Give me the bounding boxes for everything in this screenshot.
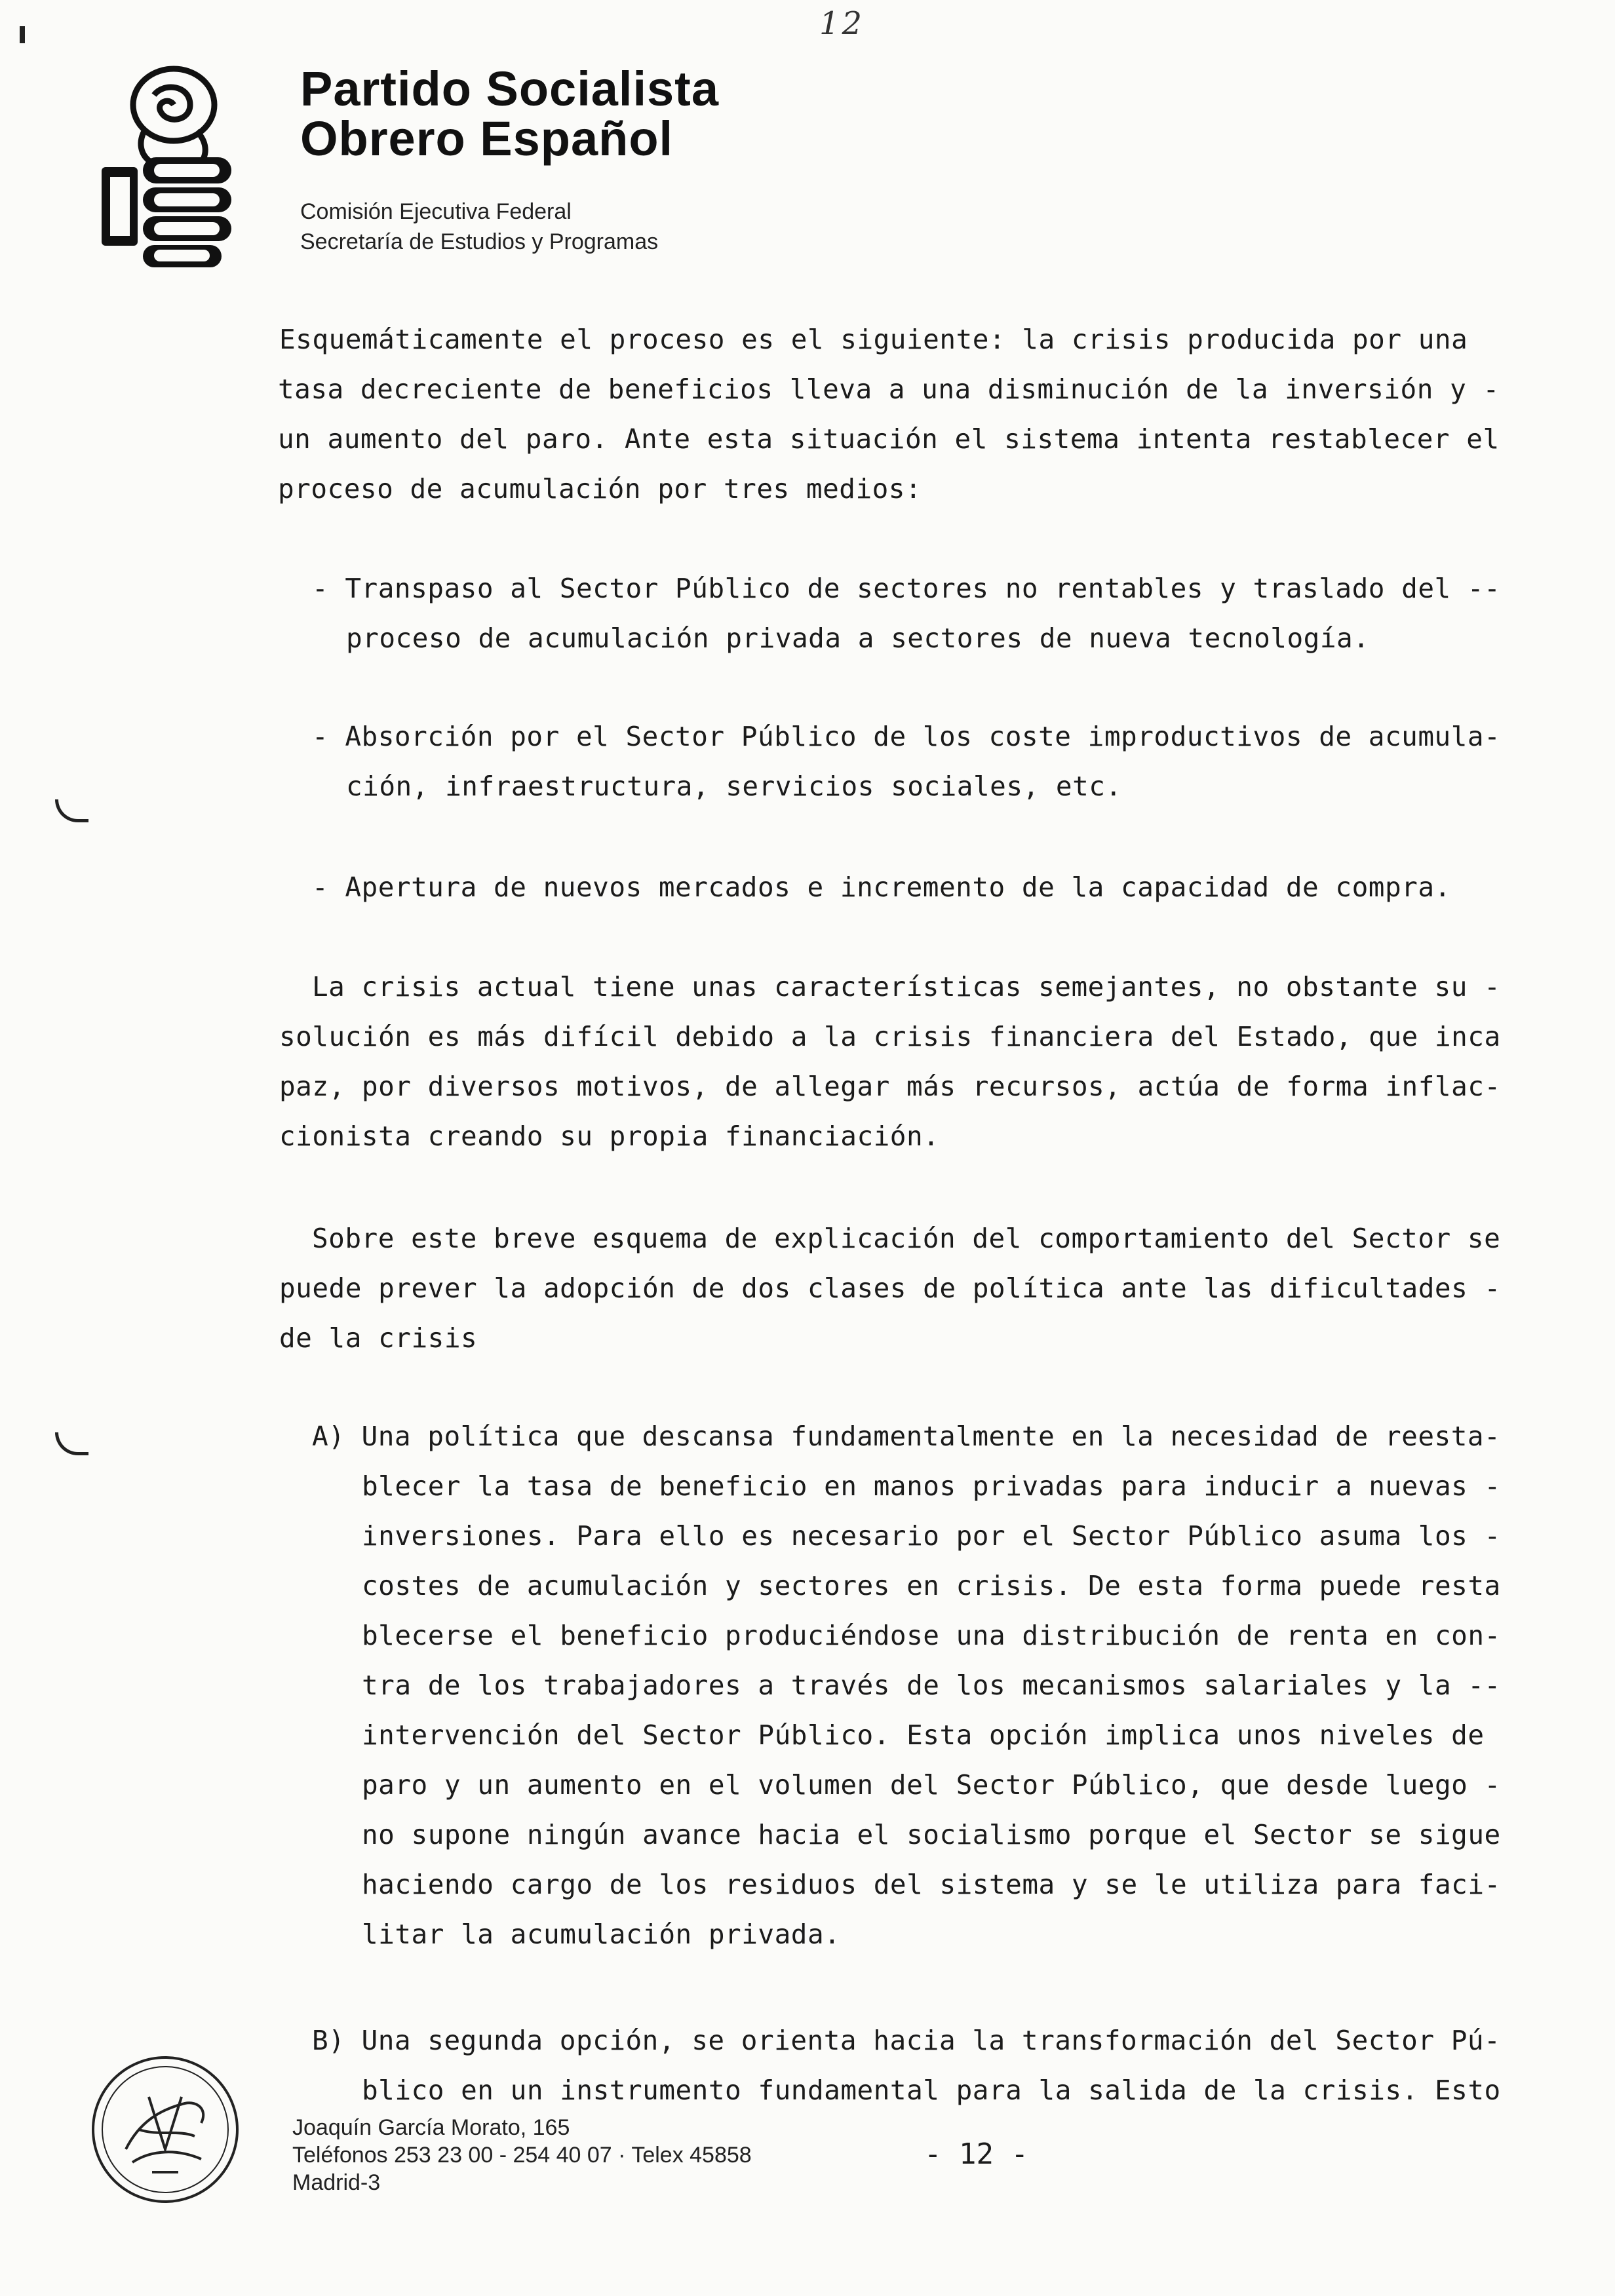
text-line: un aumento del paro. Ante esta situación el sistema intenta restablecer el bbox=[278, 423, 1500, 455]
bullet-item-2 bbox=[312, 712, 1500, 811]
text-line: B) Una segunda opción, se orienta hacia la transformación del Sector Pú- bbox=[312, 2025, 1501, 2056]
text-line: proceso de acumulación privada a sectores de nueva tecnología. bbox=[346, 622, 1370, 654]
psoe-logo-icon bbox=[92, 59, 243, 269]
text-line: La crisis actual tiene unas características semejantes, no obstante su - bbox=[312, 971, 1501, 1003]
text-line: puede prever la adopción de dos clases de política ante las dificultades - bbox=[279, 1272, 1501, 1304]
text-line: intervención del Sector Público. Esta opción implica unos niveles de bbox=[362, 1719, 1485, 1751]
paragraph-intro-cont bbox=[279, 364, 1500, 514]
address-line1: Joaquín García Morato, 165 bbox=[292, 2115, 570, 2140]
bullet-item-1 bbox=[312, 564, 1500, 663]
text-line: blecer la tasa de beneficio en manos privadas para inducir a nuevas - bbox=[362, 1470, 1501, 1502]
text-line: de la crisis bbox=[279, 1322, 478, 1354]
org-name-line2: Obrero Español bbox=[300, 111, 674, 166]
text-line: inversiones. Para ello es necesario por el Sector Público asuma los - bbox=[362, 1520, 1501, 1552]
text-line: tra de los trabajadores a través de los mecanismos salariales y la -- bbox=[362, 1670, 1501, 1701]
option-b bbox=[312, 2016, 1501, 2115]
seal-stamp-icon bbox=[87, 2051, 244, 2208]
scan-mark bbox=[55, 799, 88, 822]
option-a bbox=[312, 1411, 1501, 1959]
text-line: Sobre este breve esquema de explicación del comportamiento del Sector se bbox=[312, 1223, 1501, 1254]
text-line: - Apertura de nuevos mercados e incremento de la capacidad de compra. bbox=[312, 871, 1451, 903]
text-line: Esquemáticamente el proceso es el siguiente: la crisis producida por una bbox=[279, 324, 1468, 355]
committee-block bbox=[300, 197, 658, 257]
text-line: solución es más difícil debido a la crisis financiera del Estado, que inca bbox=[279, 1021, 1501, 1052]
bullet-item-3 bbox=[312, 862, 1451, 912]
text-line: no supone ningún avance hacia el socialismo porque el Sector se sigue bbox=[362, 1819, 1501, 1850]
scan-mark bbox=[55, 1432, 88, 1455]
text-line: haciendo cargo de los residuos del sistema y se le utiliza para faci- bbox=[362, 1869, 1501, 1900]
text-line: tasa decreciente de beneficios lleva a una disminución de la inversión y - bbox=[278, 373, 1500, 405]
text-line: blecerse el beneficio produciéndose una distribución de renta en con- bbox=[362, 1620, 1501, 1651]
committee-line2: Secretaría de Estudios y Programas bbox=[300, 229, 659, 254]
committee-line1: Comisión Ejecutiva Federal bbox=[300, 199, 572, 224]
address-line3: Madrid-3 bbox=[292, 2170, 381, 2195]
scan-mark bbox=[20, 26, 31, 43]
page-number: - 12 - bbox=[924, 2137, 1028, 2171]
footer-address bbox=[292, 2114, 752, 2196]
paragraph-intro bbox=[279, 315, 1468, 364]
organization-name bbox=[300, 64, 719, 164]
text-line: litar la acumulación privada. bbox=[362, 1919, 841, 1950]
text-line: blico en un instrumento fundamental para la salida de la crisis. Esto bbox=[362, 2075, 1501, 2106]
org-name-line1: Partido Socialista bbox=[300, 62, 719, 116]
text-line: - Transpaso al Sector Público de sectores no rentables y traslado del -- bbox=[312, 573, 1501, 604]
text-line: paz, por diversos motivos, de allegar más recursos, actúa de forma inflac- bbox=[279, 1071, 1501, 1102]
text-line: cionista creando su propia financiación. bbox=[279, 1120, 940, 1152]
text-line: A) Una política que descansa fundamentalmente en la necesidad de reesta- bbox=[312, 1421, 1501, 1452]
handwritten-page-number: 12 bbox=[819, 5, 865, 42]
text-line: - Absorción por el Sector Público de los coste improductivos de acumula- bbox=[312, 721, 1501, 752]
address-line2: Teléfonos 253 23 00 - 254 40 07 · Telex 45858 bbox=[292, 2143, 752, 2168]
text-line: proceso de acumulación por tres medios: bbox=[278, 473, 922, 505]
paragraph-policy-options bbox=[279, 1214, 1501, 1363]
text-line: ción, infraestructura, servicios sociales, etc. bbox=[346, 771, 1122, 802]
paragraph-current-crisis bbox=[279, 962, 1501, 1161]
text-line: costes de acumulación y sectores en crisis. De esta forma puede resta bbox=[362, 1570, 1501, 1601]
text-line: paro y un aumento en el volumen del Sector Público, que desde luego - bbox=[362, 1769, 1501, 1801]
